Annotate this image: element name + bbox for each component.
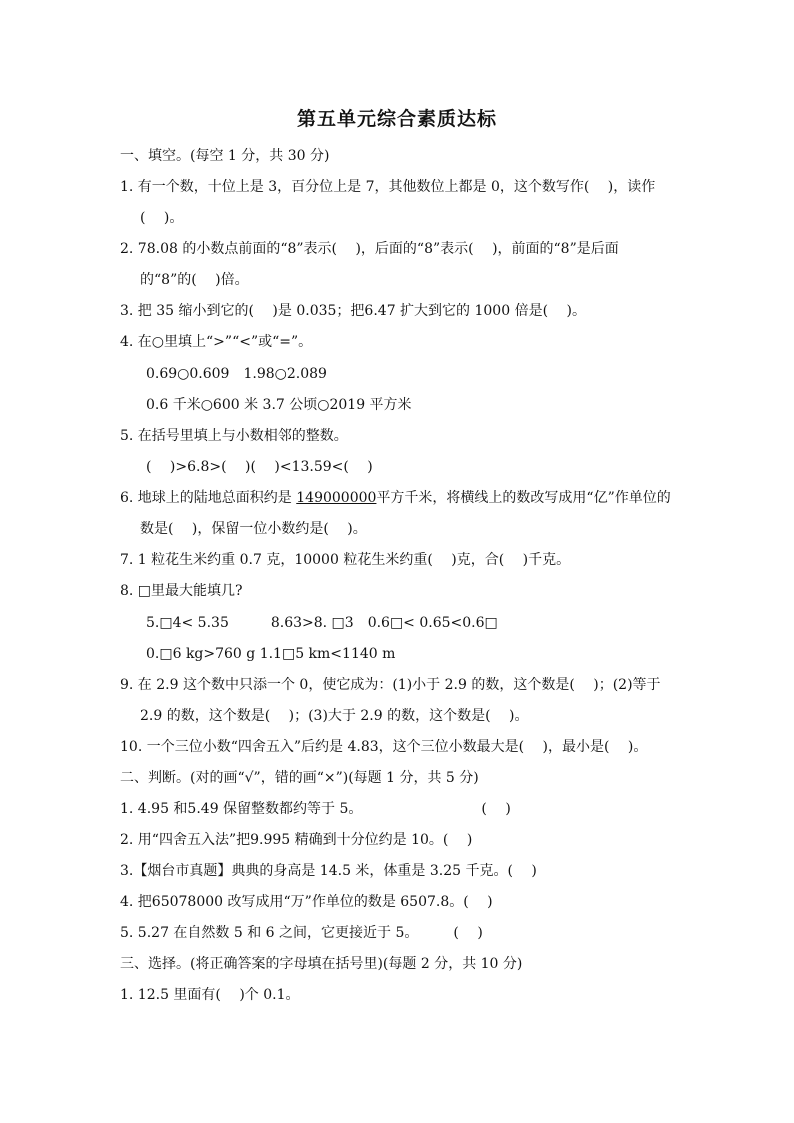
q1-7: 7. 1 粒花生米约重 0.7 克，10000 粒花生米约重( )克，合( )千克。 [120,552,571,568]
q1-4-stem: 4. 在○里填上“>”“<”或“=”。 [120,334,313,350]
section3-heading: 三、选择。(将正确答案的字母填在括号里)(每题 2 分，共 10 分) [120,956,523,972]
q2-2: 2. 用“四舍五入法”把9.995 精确到十分位约是 10。( ) [120,832,473,848]
q2-5: 5. 5.27 在自然数 5 和 6 之间，它更接近于 5。 ( ) [120,925,483,941]
q1-6-suffix: 平方千米，将横线上的数改写成用“亿”作单位的 [376,490,671,506]
section2-heading: 二、判断。(对的画“√”，错的画“×”)(每题 1 分，共 5 分) [120,770,479,786]
q1-9-line1: 9. 在 2.9 这个数中只添一个 0，使它成为：(1)小于 2.9 的数，这个数是( )；(2)等于 [120,677,661,693]
q1-2-line2: 的“8”的( )倍。 [140,272,249,288]
q2-1: 1. 4.95 和5.49 保留整数都约等于 5。 ( ) [120,801,511,817]
q2-4: 4. 把65078000 改写成用“万”作单位的数是 6507.8。( ) [120,894,493,910]
q1-1-line2: ( )。 [140,210,184,226]
q1-2-line1: 2. 78.08 的小数点前面的“8”表示( )，后面的“8”表示( )，前面的“8”是后面 [120,241,619,257]
q1-8-stem: 8. □里最大能填几? [120,583,243,599]
q1-3: 3. 把 35 缩小到它的( )是 0.035；把6.47 扩大到它的 1000 倍是( )。 [120,303,586,319]
q1-8-row1: 5.□4< 5.35 8.63>8. □3 0.6□< 0.65<0.6□ [146,615,498,631]
q1-10: 10. 一个三位小数“四舍五入”后约是 4.83，这个三位小数最大是( )，最小是( )。 [120,739,648,755]
q1-4-row2: 0.6 千米○600 米 3.7 公顷○2019 平方米 [146,397,412,413]
section1-heading: 一、填空。(每空 1 分，共 30 分) [120,148,330,164]
q1-5-stem: 5. 在括号里填上与小数相邻的整数。 [120,428,348,444]
q1-5-row1: ( )>6.8>( )( )<13.59<( ) [146,459,373,475]
q1-6-prefix: 6. 地球上的陆地总面积约是 [120,490,297,506]
q2-3: 3.【烟台市真题】典典的身高是 14.5 米，体重是 3.25 千克。( ) [120,863,537,879]
q1-9-line2: 2.9 的数，这个数是( )；(3)大于 2.9 的数，这个数是( )。 [140,708,529,724]
q1-4-row1: 0.69○0.609 1.98○2.089 [146,366,327,382]
page-title: 第五单元综合素质达标 [296,108,497,130]
q1-6-underlined-number: 149000000 [296,490,377,506]
q1-8-row2: 0.□6 kg>760 g 1.1□5 km<1140 m [146,646,396,662]
q1-6-line1 [120,488,671,508]
q1-1-line1: 1. 有一个数，十位上是 3，百分位上是 7，其他数位上都是 0，这个数写作( )，读作 [120,179,656,195]
q1-6-line2: 数是( )，保留一位小数约是( )。 [140,521,367,537]
q3-1: 1. 12.5 里面有( )个 0.1。 [120,987,300,1003]
